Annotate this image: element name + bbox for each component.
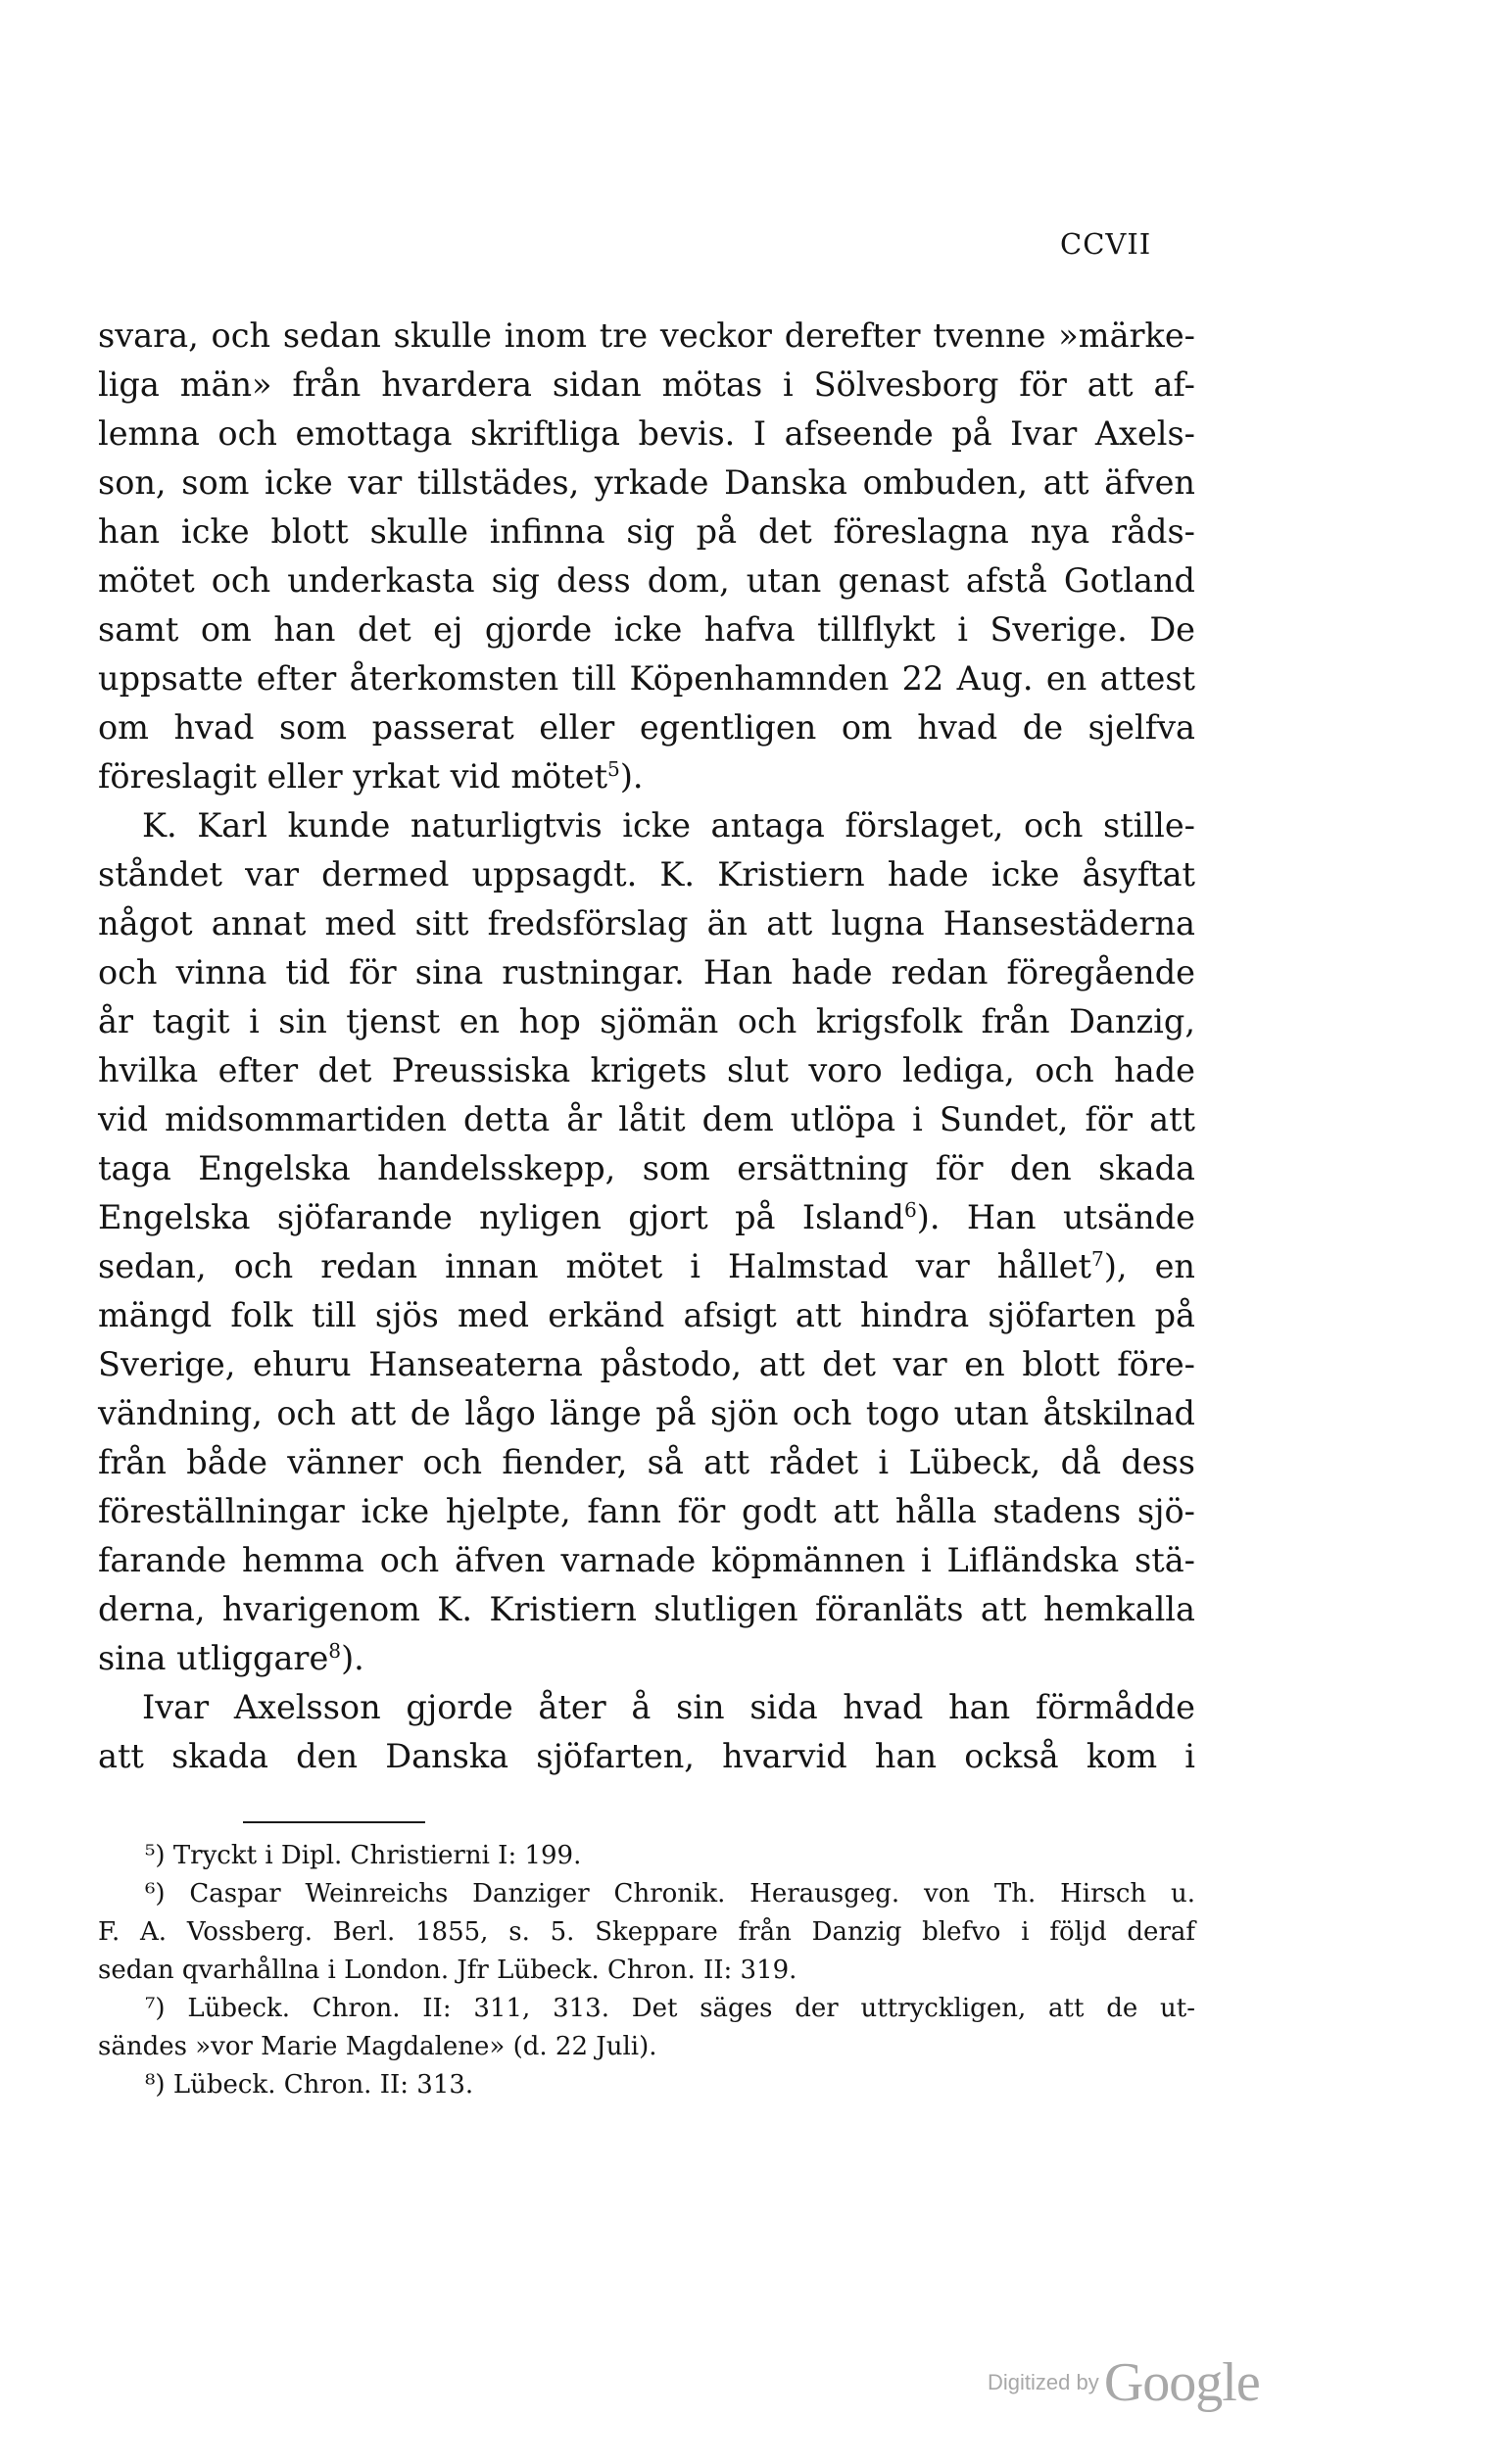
text-line: samt om han det ej gjorde icke hafva tillflykt i Sverige. De	[98, 610, 1195, 649]
footnote-line: ⁶) Caspar Weinreichs Danziger Chronik. Herausgeg. von Th. Hirsch u.	[145, 1879, 1195, 1908]
footnote-line: ⁸) Lübeck. Chron. II: 313.	[145, 2070, 474, 2100]
text-line: hvilka efter det Preussiska krigets slut voro lediga, och hade	[98, 1051, 1195, 1089]
text-line: lemna och emottaga skriftliga bevis. I afseende på Ivar Axels-	[98, 414, 1195, 453]
footnote-line: sedan qvarhållna i London. Jfr Lübeck. Chron. II: 319.	[98, 1956, 797, 1985]
text-line: mängd folk till sjös med erkänd afsigt att hindra sjöfarten på	[98, 1296, 1195, 1334]
footnote-marker: 6	[903, 1197, 917, 1222]
text-line: liga män» från hvardera sidan mötas i Sölvesborg för att af-	[98, 365, 1195, 404]
body-text	[98, 312, 1195, 1781]
text-line: han icke blott skulle infinna sig på det föreslagna nya råds-	[98, 512, 1195, 551]
footnote-line: F. A. Vossberg. Berl. 1855, s. 5. Skeppare från Danzig blefvo i följd deraf	[98, 1917, 1195, 1947]
text-line	[98, 1193, 1195, 1242]
text-segment: sina utliggare	[98, 1639, 329, 1677]
text-line: K. Karl kunde naturligtvis icke antaga förslaget, och stille-	[142, 806, 1195, 845]
text-line: derna, hvarigenom K. Kristiern slutligen föranläts att hemkalla	[98, 1590, 1195, 1628]
text-line: mötet och underkasta sig dess dom, utan genast afstå Gotland	[98, 561, 1195, 600]
footnote-line: ⁷) Lübeck. Chron. II: 311, 313. Det säges der uttryckligen, att de ut-	[145, 1994, 1195, 2023]
text-line: från både vänner och fiender, så att rådet i Lübeck, då dess	[98, 1443, 1195, 1481]
text-segment: Engelska sjöfarande nyligen gjort på Island	[98, 1198, 904, 1236]
text-segment: ), en	[1103, 1247, 1195, 1285]
text-line: och vinna tid för sina rustningar. Han hade redan föregående	[98, 953, 1195, 991]
text-line	[98, 752, 1195, 801]
footnote-marker: 5	[607, 756, 620, 781]
text-line: föreställningar icke hjelpte, fann för godt att hålla stadens sjö-	[98, 1492, 1195, 1530]
digitized-watermark	[988, 2351, 1260, 2414]
footnote-line: sändes »vor Marie Magdalene» (d. 22 Juli).	[98, 2032, 657, 2061]
footnote-divider	[243, 1821, 425, 1823]
text-line: något annat med sitt fredsförslag än att lugna Hansestäderna	[98, 904, 1195, 942]
text-segment: ).	[341, 1639, 364, 1677]
text-line: år tagit i sin tjenst en hop sjömän och krigsfolk från Danzig,	[98, 1002, 1195, 1040]
watermark-prefix: Digitized by	[988, 2370, 1099, 2394]
text-segment: ). Han utsände	[916, 1198, 1195, 1236]
footnote-line: ⁵) Tryckt i Dipl. Christierni I: 199.	[145, 1841, 582, 1870]
text-segment: ).	[619, 757, 644, 796]
text-line: Ivar Axelsson gjorde åter å sin sida hvad han förmådde	[142, 1688, 1195, 1726]
text-line	[98, 1634, 1195, 1683]
text-line: taga Engelska handelsskepp, som ersättning för den skada	[98, 1149, 1195, 1187]
footnote-marker: 8	[328, 1638, 342, 1663]
footnote-marker: 7	[1091, 1246, 1104, 1271]
text-line: son, som icke var tillstädes, yrkade Danska ombuden, att äfven	[98, 463, 1195, 502]
text-line: farande hemma och äfven varnade köpmännen i Lifländska stä-	[98, 1541, 1195, 1579]
text-segment: föreslagit eller yrkat vid mötet	[98, 757, 608, 796]
text-line: att skada den Danska sjöfarten, hvarvid han också kom i	[98, 1737, 1195, 1775]
text-line: vändning, och att de lågo länge på sjön och togo utan åtskilnad	[98, 1394, 1195, 1432]
google-logo: Google	[1103, 2352, 1260, 2413]
footnotes	[98, 1837, 1195, 2104]
text-line: uppsatte efter återkomsten till Köpenhamnden 22 Aug. en attest	[98, 659, 1195, 698]
text-line: svara, och sedan skulle inom tre veckor derefter tvenne »märke-	[98, 316, 1195, 355]
text-segment: sedan, och redan innan mötet i Halmstad var hållet	[98, 1247, 1092, 1285]
page-number: CCVII	[1060, 227, 1152, 261]
text-line: om hvad som passerat eller egentligen om hvad de sjelfva	[98, 708, 1195, 747]
text-line	[98, 1242, 1195, 1291]
text-line: ståndet var dermed uppsagdt. K. Kristiern hade icke åsyftat	[98, 855, 1195, 894]
text-line: Sverige, ehuru Hanseaterna påstodo, att det var en blott före-	[98, 1345, 1195, 1383]
text-line: vid midsommartiden detta år låtit dem utlöpa i Sundet, för att	[98, 1100, 1195, 1138]
